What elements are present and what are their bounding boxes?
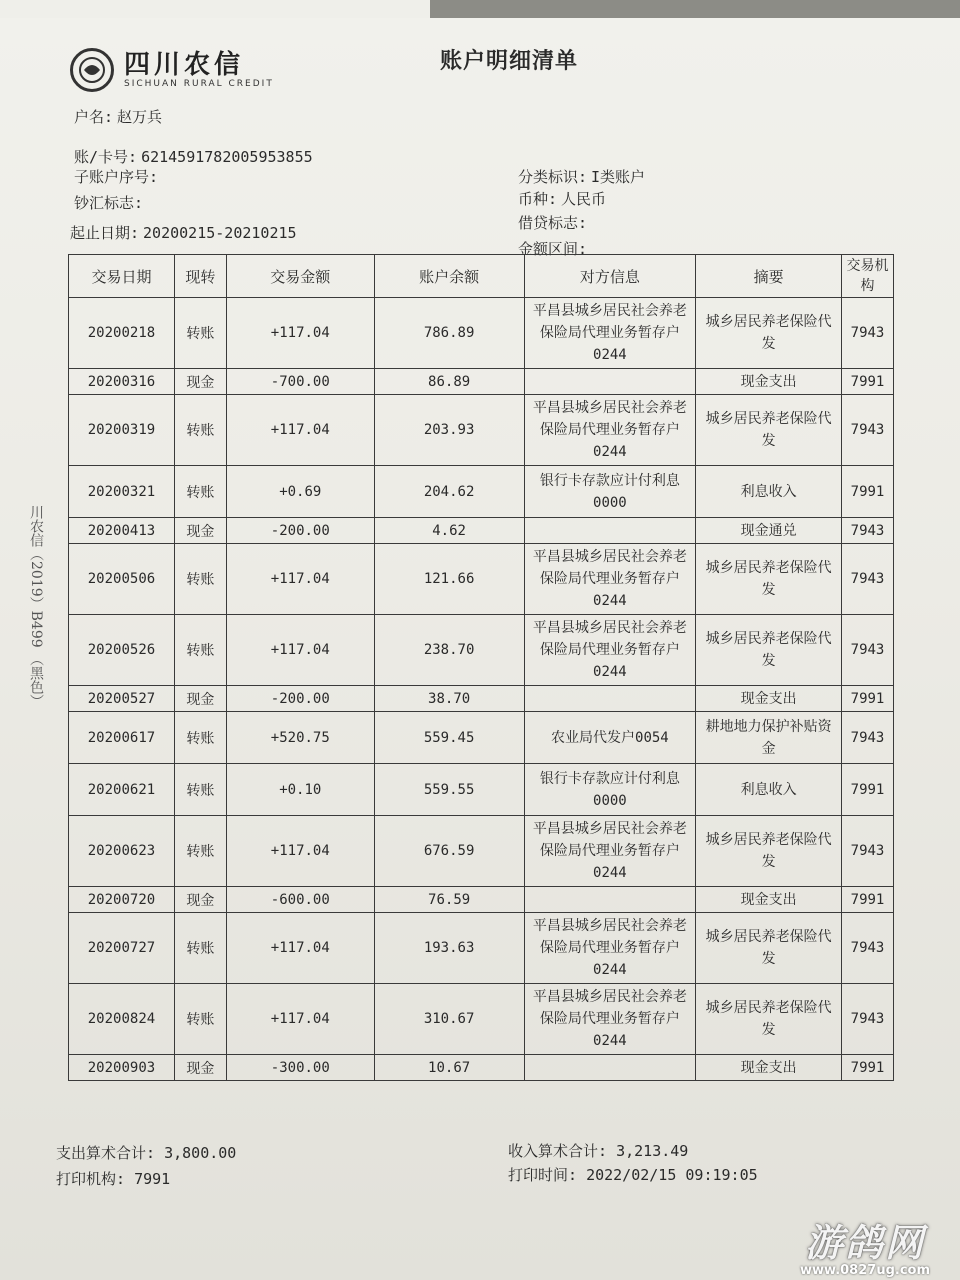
debit-credit-field [518,212,591,233]
cell-amount: -200.00 [226,518,374,544]
cell-memo: 现金支出 [696,686,842,712]
table-row [69,518,894,544]
cell-amount: +117.04 [226,816,374,887]
cell-type: 现金 [174,369,226,395]
cell-amount: +0.69 [226,466,374,518]
table-row [69,712,894,764]
cell-balance: 121.66 [374,544,524,615]
cash-flag-label: 钞汇标志: [74,194,144,212]
cell-type: 转账 [174,984,226,1055]
cell-date: 20200218 [69,298,175,369]
cell-type: 转账 [174,544,226,615]
table-row [69,466,894,518]
class-value: I类账户 [591,168,646,186]
cell-date: 20200319 [69,395,175,466]
cell-type: 转账 [174,816,226,887]
date-range-field [70,222,297,243]
cell-amount: +117.04 [226,395,374,466]
table-header-row [69,255,894,298]
cell-type: 现金 [174,1055,226,1081]
cell-date: 20200727 [69,913,175,984]
cell-org: 7991 [842,1055,894,1081]
cell-memo: 利息收入 [696,764,842,816]
table-row [69,298,894,369]
col-header-memo: 摘要 [696,255,842,298]
cell-memo: 城乡居民养老保险代发 [696,298,842,369]
date-range-label: 起止日期: [70,224,140,242]
bank-name: 四川农信 [124,50,245,80]
col-header-date: 交易日期 [69,255,175,298]
cell-org: 7991 [842,686,894,712]
income-total [508,1140,688,1161]
cell-amount: +117.04 [226,544,374,615]
cell-balance: 38.70 [374,686,524,712]
cell-date: 20200623 [69,816,175,887]
cell-org: 7943 [842,544,894,615]
cash-flag-field [74,192,147,213]
cell-counterparty [524,369,696,395]
form-code-note: 川农信（2019）B499 （黑色） [28,505,44,709]
watermark-name: 游鸽网 [804,1221,925,1265]
cell-amount: +117.04 [226,298,374,369]
cell-memo: 现金支出 [696,887,842,913]
table-row [69,369,894,395]
cell-type: 转账 [174,615,226,686]
cell-counterparty: 平昌县城乡居民社会养老保险局代理业务暂存户0244 [524,615,696,686]
col-header-amount: 交易金额 [226,255,374,298]
card-value: 6214591782005953855 [141,148,313,166]
site-watermark [800,1212,930,1278]
print-time-value: 2022/02/15 09:19:05 [586,1166,758,1184]
cell-memo: 耕地地力保护补贴资金 [696,712,842,764]
cell-memo: 利息收入 [696,466,842,518]
cell-type: 转账 [174,913,226,984]
cell-balance: 193.63 [374,913,524,984]
cell-date: 20200903 [69,1055,175,1081]
account-name-value: 赵万兵 [117,108,163,126]
cell-org: 7943 [842,615,894,686]
cell-counterparty [524,1055,696,1081]
cell-counterparty [524,518,696,544]
cell-memo: 现金支出 [696,369,842,395]
cell-type: 现金 [174,518,226,544]
cell-type: 转账 [174,764,226,816]
currency-label: 币种: [518,190,558,208]
cell-amount: +520.75 [226,712,374,764]
cell-balance: 559.45 [374,712,524,764]
expense-total-label: 支出算术合计: [56,1144,156,1162]
table-row [69,764,894,816]
watermark-url: www.0827ug.com [800,1263,930,1278]
cell-memo: 城乡居民养老保险代发 [696,816,842,887]
cell-org: 7943 [842,816,894,887]
sub-account-label: 子账户序号: [74,168,159,186]
col-header-type: 现转 [174,255,226,298]
table-row [69,816,894,887]
cell-org: 7991 [842,764,894,816]
cell-memo: 现金通兑 [696,518,842,544]
cell-type: 现金 [174,887,226,913]
table-row [69,1055,894,1081]
document-title: 账户明细清单 [440,49,579,74]
col-header-org: 交易机构 [842,255,894,298]
cell-memo: 城乡居民养老保险代发 [696,395,842,466]
cell-date: 20200617 [69,712,175,764]
expense-total [56,1142,236,1163]
cell-counterparty: 平昌县城乡居民社会养老保险局代理业务暂存户0244 [524,816,696,887]
cell-balance: 238.70 [374,615,524,686]
cell-org: 7991 [842,466,894,518]
transaction-table [68,254,894,1081]
cell-memo: 现金支出 [696,1055,842,1081]
account-name-label: 户名: [74,108,114,126]
cell-balance: 676.59 [374,816,524,887]
col-header-balance: 账户余额 [374,255,524,298]
cell-org: 7991 [842,369,894,395]
cell-type: 转账 [174,395,226,466]
currency-field [518,188,606,209]
cell-counterparty [524,686,696,712]
cell-amount: +117.04 [226,913,374,984]
debit-credit-label: 借贷标志: [518,214,588,232]
cell-amount: +0.10 [226,764,374,816]
print-time-label: 打印时间: [508,1166,578,1184]
income-total-label: 收入算术合计: [508,1142,608,1160]
cell-date: 20200316 [69,369,175,395]
cell-counterparty: 平昌县城乡居民社会养老保险局代理业务暂存户0244 [524,544,696,615]
cell-date: 20200321 [69,466,175,518]
currency-value: 人民币 [561,190,607,208]
print-org [56,1168,170,1189]
account-name-field [74,106,162,127]
cell-counterparty: 平昌县城乡居民社会养老保险局代理业务暂存户0244 [524,298,696,369]
cell-amount: +117.04 [226,984,374,1055]
cell-org: 7943 [842,984,894,1055]
table-row [69,887,894,913]
cell-balance: 559.55 [374,764,524,816]
cell-date: 20200621 [69,764,175,816]
table-row [69,686,894,712]
cell-memo: 城乡居民养老保险代发 [696,984,842,1055]
table-row [69,615,894,686]
print-org-label: 打印机构: [56,1170,126,1188]
cell-counterparty [524,887,696,913]
class-field [518,166,645,187]
cell-amount: +117.04 [226,615,374,686]
table-row [69,395,894,466]
cell-counterparty: 平昌县城乡居民社会养老保险局代理业务暂存户0244 [524,395,696,466]
cell-type: 现金 [174,686,226,712]
cell-org: 7943 [842,712,894,764]
cell-org: 7943 [842,298,894,369]
class-label: 分类标识: [518,168,588,186]
cell-date: 20200526 [69,615,175,686]
amount-range-label: 金额区间: [518,240,588,258]
cell-type: 转账 [174,712,226,764]
table-row [69,984,894,1055]
income-total-value: 3,213.49 [616,1142,689,1160]
bank-name-en: SICHUAN RURAL CREDIT [124,79,274,89]
cell-org: 7943 [842,518,894,544]
cell-balance: 203.93 [374,395,524,466]
cell-date: 20200506 [69,544,175,615]
cell-counterparty: 农业局代发户0054 [524,712,696,764]
bank-logo [70,48,274,92]
cell-org: 7943 [842,395,894,466]
cell-amount: -300.00 [226,1055,374,1081]
cell-org: 7943 [842,913,894,984]
col-header-counterparty: 对方信息 [524,255,696,298]
card-label: 账/卡号: [74,148,138,166]
cell-counterparty: 平昌县城乡居民社会养老保险局代理业务暂存户0244 [524,913,696,984]
print-org-value: 7991 [134,1170,171,1188]
cell-date: 20200824 [69,984,175,1055]
cell-date: 20200720 [69,887,175,913]
cell-amount: -200.00 [226,686,374,712]
cell-memo: 城乡居民养老保险代发 [696,913,842,984]
cell-amount: -600.00 [226,887,374,913]
cell-amount: -700.00 [226,369,374,395]
cell-balance: 86.89 [374,369,524,395]
cell-balance: 76.59 [374,887,524,913]
cell-balance: 310.67 [374,984,524,1055]
date-range-value: 20200215-20210215 [143,224,297,242]
cell-counterparty: 银行卡存款应计付利息0000 [524,466,696,518]
cell-date: 20200413 [69,518,175,544]
cell-balance: 786.89 [374,298,524,369]
cell-memo: 城乡居民养老保险代发 [696,544,842,615]
cell-counterparty: 银行卡存款应计付利息0000 [524,764,696,816]
expense-total-value: 3,800.00 [164,1144,237,1162]
sub-account-field [74,166,162,187]
cell-balance: 4.62 [374,518,524,544]
card-field [74,146,313,167]
cell-balance: 10.67 [374,1055,524,1081]
cell-org: 7991 [842,887,894,913]
cell-counterparty: 平昌县城乡居民社会养老保险局代理业务暂存户0244 [524,984,696,1055]
cell-type: 转账 [174,298,226,369]
logo-emblem-icon [70,48,114,92]
cell-type: 转账 [174,466,226,518]
print-time [508,1164,758,1185]
cell-date: 20200527 [69,686,175,712]
cell-memo: 城乡居民养老保险代发 [696,615,842,686]
table-row [69,913,894,984]
table-row [69,544,894,615]
cell-balance: 204.62 [374,466,524,518]
